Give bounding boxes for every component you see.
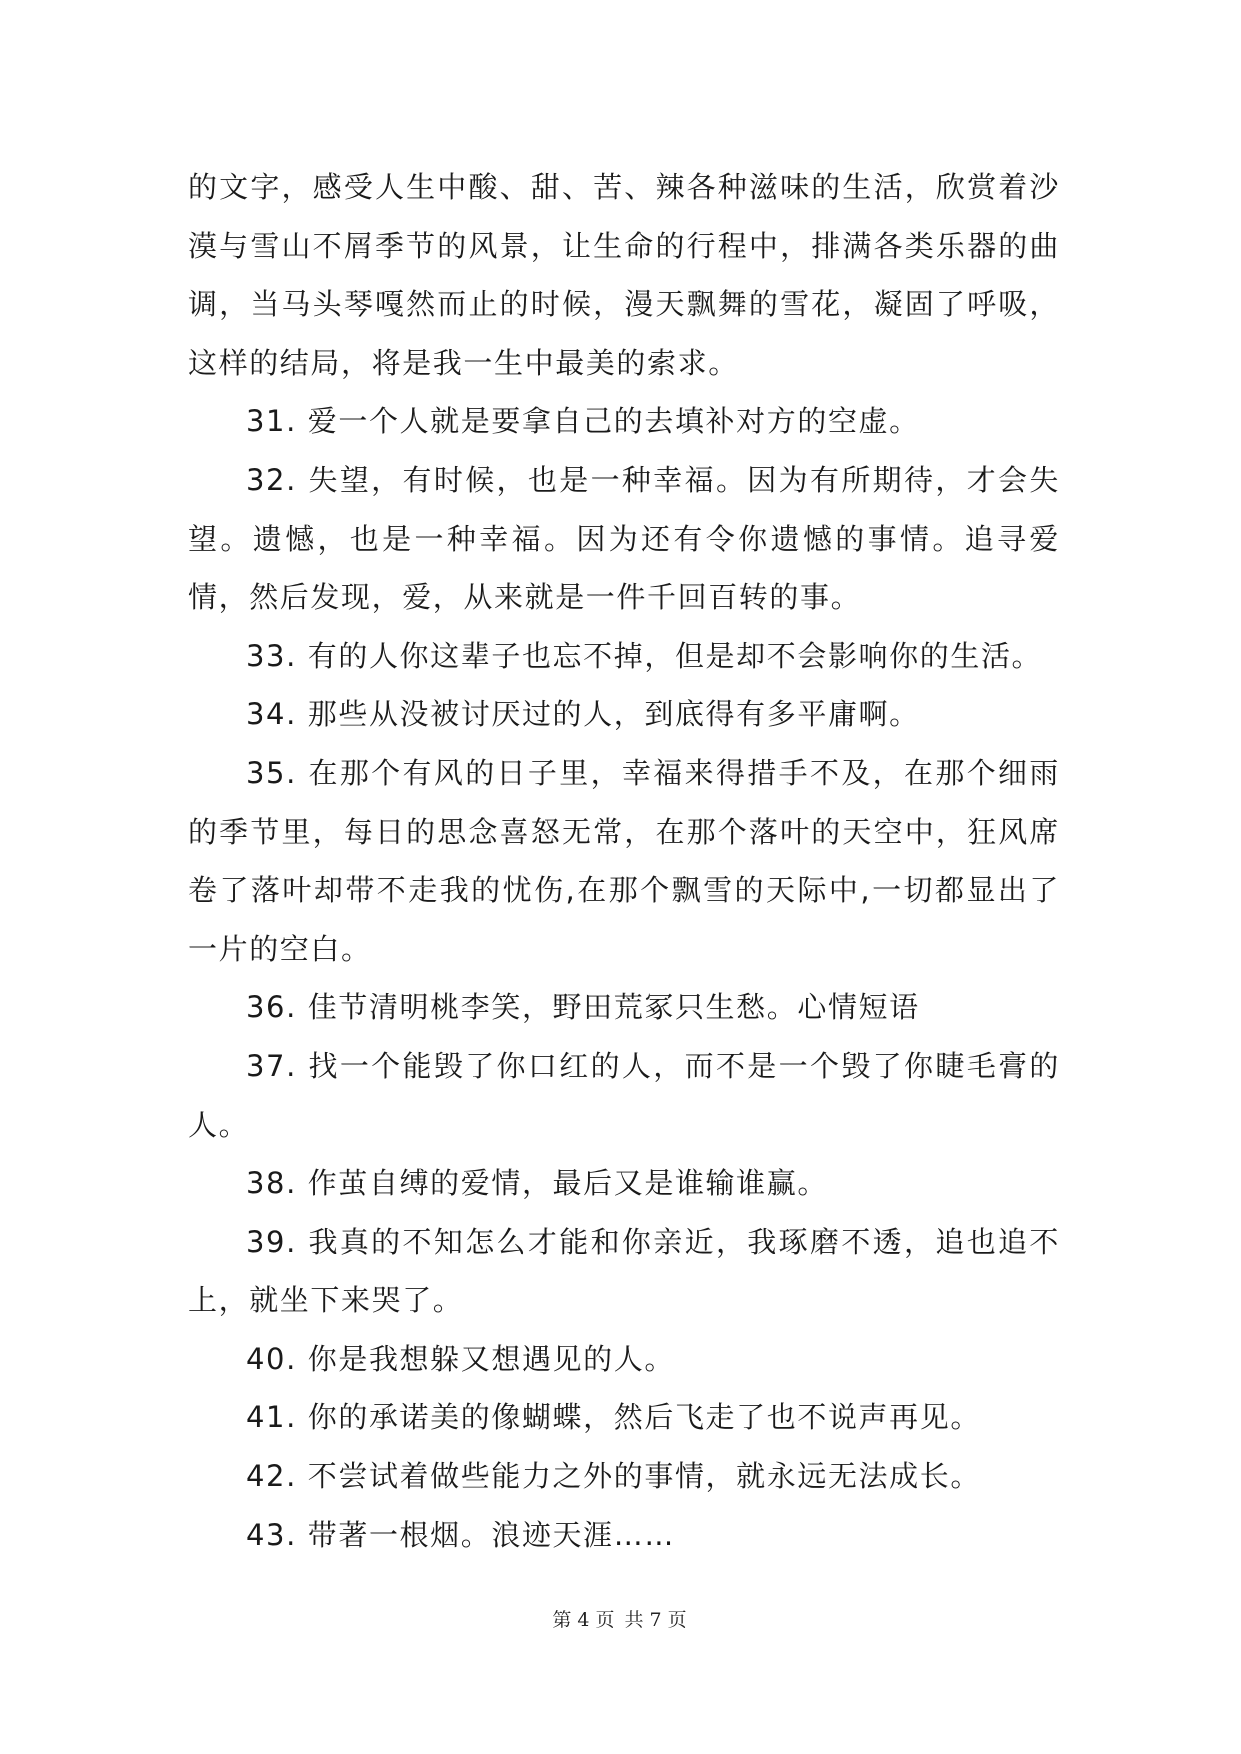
paragraph-43: 43. 带著一根烟。浪迹天涯……	[246, 1517, 675, 1552]
paragraph-34: 34. 那些从没被讨厌过的人，到底得有多平庸啊。	[246, 697, 920, 732]
paragraph-39: 39. 我真的不知怎么才能和你亲近，我琢磨不透，追也追不上，就坐下来哭了。	[188, 1224, 1060, 1318]
paragraph-31: 31. 爱一个人就是要拿自己的去填补对方的空虚。	[246, 404, 920, 439]
footer-current-page: 4	[577, 1609, 592, 1631]
paragraph-36: 36. 佳节清明桃李笑，野田荒冢只生愁。心情短语	[246, 990, 920, 1025]
paragraph-38: 38. 作茧自缚的爱情，最后又是谁输谁赢。	[246, 1166, 828, 1201]
footer-total-pages: 7	[649, 1609, 664, 1631]
footer-middle: 页 共	[595, 1609, 646, 1631]
paragraph-35: 35. 在那个有风的日子里，幸福来得措手不及，在那个细雨的季节里，每日的思念喜怒无常，在那个落叶的天空中，狂风席卷了落叶却带不走我的忧伤,在那个飘雪的天际中,一切都显出了一片的空白。	[188, 755, 1060, 966]
paragraph-32: 32. 失望，有时候，也是一种幸福。因为有所期待，才会失望。遗憾，也是一种幸福。因为还有令你遗憾的事情。追寻爱情，然后发现，爱，从来就是一件千回百转的事。	[188, 462, 1060, 615]
footer-prefix: 第	[552, 1609, 574, 1631]
paragraph-42: 42. 不尝试着做些能力之外的事情，就永远无法成长。	[246, 1459, 981, 1494]
paragraph-continued: 的文字，感受人生中酸、甜、苦、辣各种滋味的生活，欣赏着沙漠与雪山不屑季节的风景，让生命的行程中，排满各类乐器的曲调，当马头琴嘎然而止的时候，漫天飘舞的雪花，凝固了呼吸，这样的结局，将是我一生中最美的索求。	[188, 170, 1060, 380]
footer-suffix: 页	[667, 1609, 689, 1631]
page-footer	[0, 1605, 1241, 1632]
paragraph-41: 41. 你的承诺美的像蝴蝶，然后飞走了也不说声再见。	[246, 1400, 981, 1435]
paragraph-37: 37. 找一个能毁了你口红的人，而不是一个毁了你睫毛膏的人。	[188, 1048, 1060, 1142]
paragraph-40: 40. 你是我想躲又想遇见的人。	[246, 1341, 675, 1376]
paragraph-33: 33. 有的人你这辈子也忘不掉，但是却不会影响你的生活。	[246, 638, 1043, 673]
page-body	[188, 158, 1060, 1564]
